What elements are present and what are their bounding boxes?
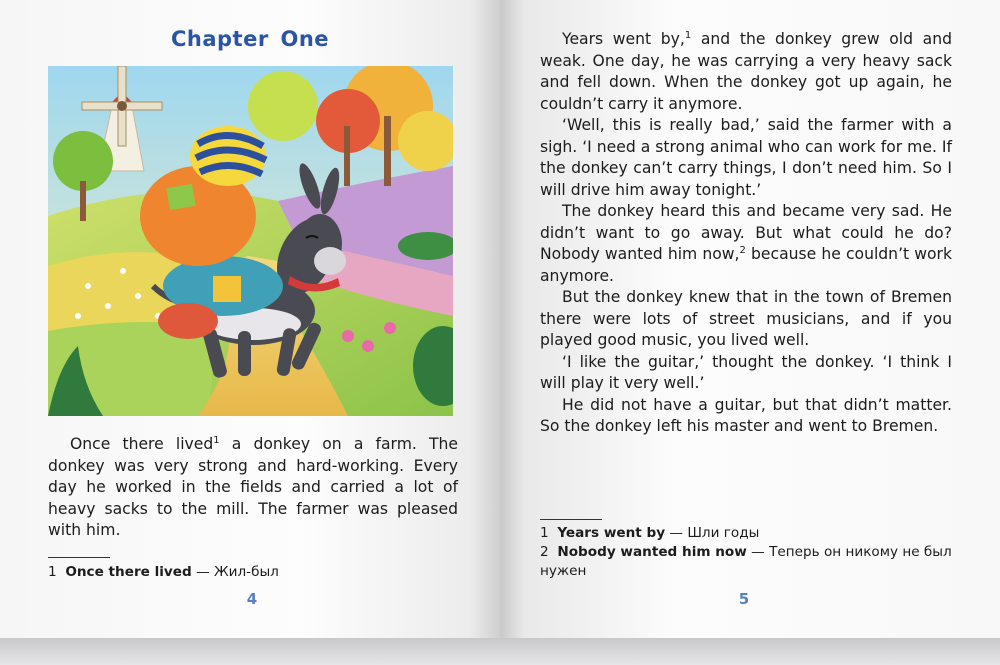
right-footnotes bbox=[540, 524, 960, 581]
story-paragraph bbox=[48, 434, 458, 542]
paragraph-text: Years went by, bbox=[562, 30, 685, 48]
footnote-term: Years went by bbox=[557, 525, 666, 541]
story-paragraph bbox=[540, 287, 952, 352]
story-paragraph bbox=[540, 201, 952, 287]
story-illustration bbox=[48, 66, 453, 416]
footnote-translation: Шли годы bbox=[687, 525, 760, 541]
paragraph-text: because he couldn’t work anymore. bbox=[540, 245, 952, 285]
page-number-left: 4 bbox=[246, 590, 258, 608]
footnote-item bbox=[48, 563, 468, 582]
footnote-ref: 1 bbox=[213, 434, 220, 446]
story-paragraph bbox=[540, 352, 952, 395]
story-paragraph bbox=[540, 395, 952, 438]
footnote-ref: 1 bbox=[684, 29, 692, 41]
footnote-item bbox=[540, 543, 960, 581]
right-page-text bbox=[540, 29, 952, 438]
paragraph-text-start: Once there lived bbox=[70, 435, 214, 453]
footnote-ref: 2 bbox=[739, 244, 746, 256]
paragraph-text: The donkey heard this and became very sad. He didn’t want to go away. But what could he do? Nobody wanted him now, bbox=[540, 202, 952, 263]
footnote-number: 1 bbox=[540, 525, 549, 541]
footnote-number: 2 bbox=[540, 544, 549, 560]
footnote-term: Once there lived bbox=[65, 564, 192, 580]
footnote-term: Nobody wanted him now bbox=[557, 544, 747, 560]
footnote-dash: — bbox=[191, 564, 214, 580]
chapter-title: Chapter One bbox=[170, 27, 330, 51]
footnote-translation: Теперь он никому не был нужен bbox=[540, 544, 952, 579]
page-number-right: 5 bbox=[738, 590, 750, 608]
footnote-dash: — bbox=[665, 525, 688, 541]
left-page-text bbox=[48, 434, 458, 542]
paragraph-text: He did not have a guitar, but that didn’t matter. So the donkey left his master and went to Bremen. bbox=[540, 395, 952, 435]
footnote-item bbox=[540, 524, 960, 543]
paragraph-text: and the donkey grew old and weak. One day, he was carrying a very heavy sack and fell down. When the donkey got up again, he couldn’t carry it anymore. bbox=[540, 30, 952, 113]
footnote-dash: — bbox=[746, 544, 770, 560]
left-page bbox=[0, 0, 500, 642]
footnote-number: 1 bbox=[48, 564, 57, 580]
paragraph-text-rest: a donkey on a farm. The donkey was very strong and hard-working. Every day he worked in the fields and carried a lot of heavy sacks to the mill. The farmer was pleased with him. bbox=[48, 435, 458, 539]
story-paragraph bbox=[540, 115, 952, 201]
paragraph-text: ‘Well, this is really bad,’ said the farmer with a sigh. ‘I need a strong animal who can work for me. If the donkey can’t carry things, I don’t need him. So I will drive him away tonight.’ bbox=[540, 116, 952, 199]
book-bottom-shadow bbox=[0, 638, 1000, 665]
footnote-divider bbox=[48, 557, 110, 558]
footnote-divider bbox=[540, 519, 602, 520]
story-paragraph bbox=[540, 29, 952, 115]
footnote-translation: Жил-был bbox=[214, 564, 279, 580]
paragraph-text: But the donkey knew that in the town of Bremen there were lots of street musicians, and if you played good music, you lived well. bbox=[540, 288, 952, 349]
paragraph-text: ‘I like the guitar,’ thought the donkey. ‘I think I will play it very well.’ bbox=[540, 352, 952, 392]
left-footnotes bbox=[48, 563, 468, 582]
